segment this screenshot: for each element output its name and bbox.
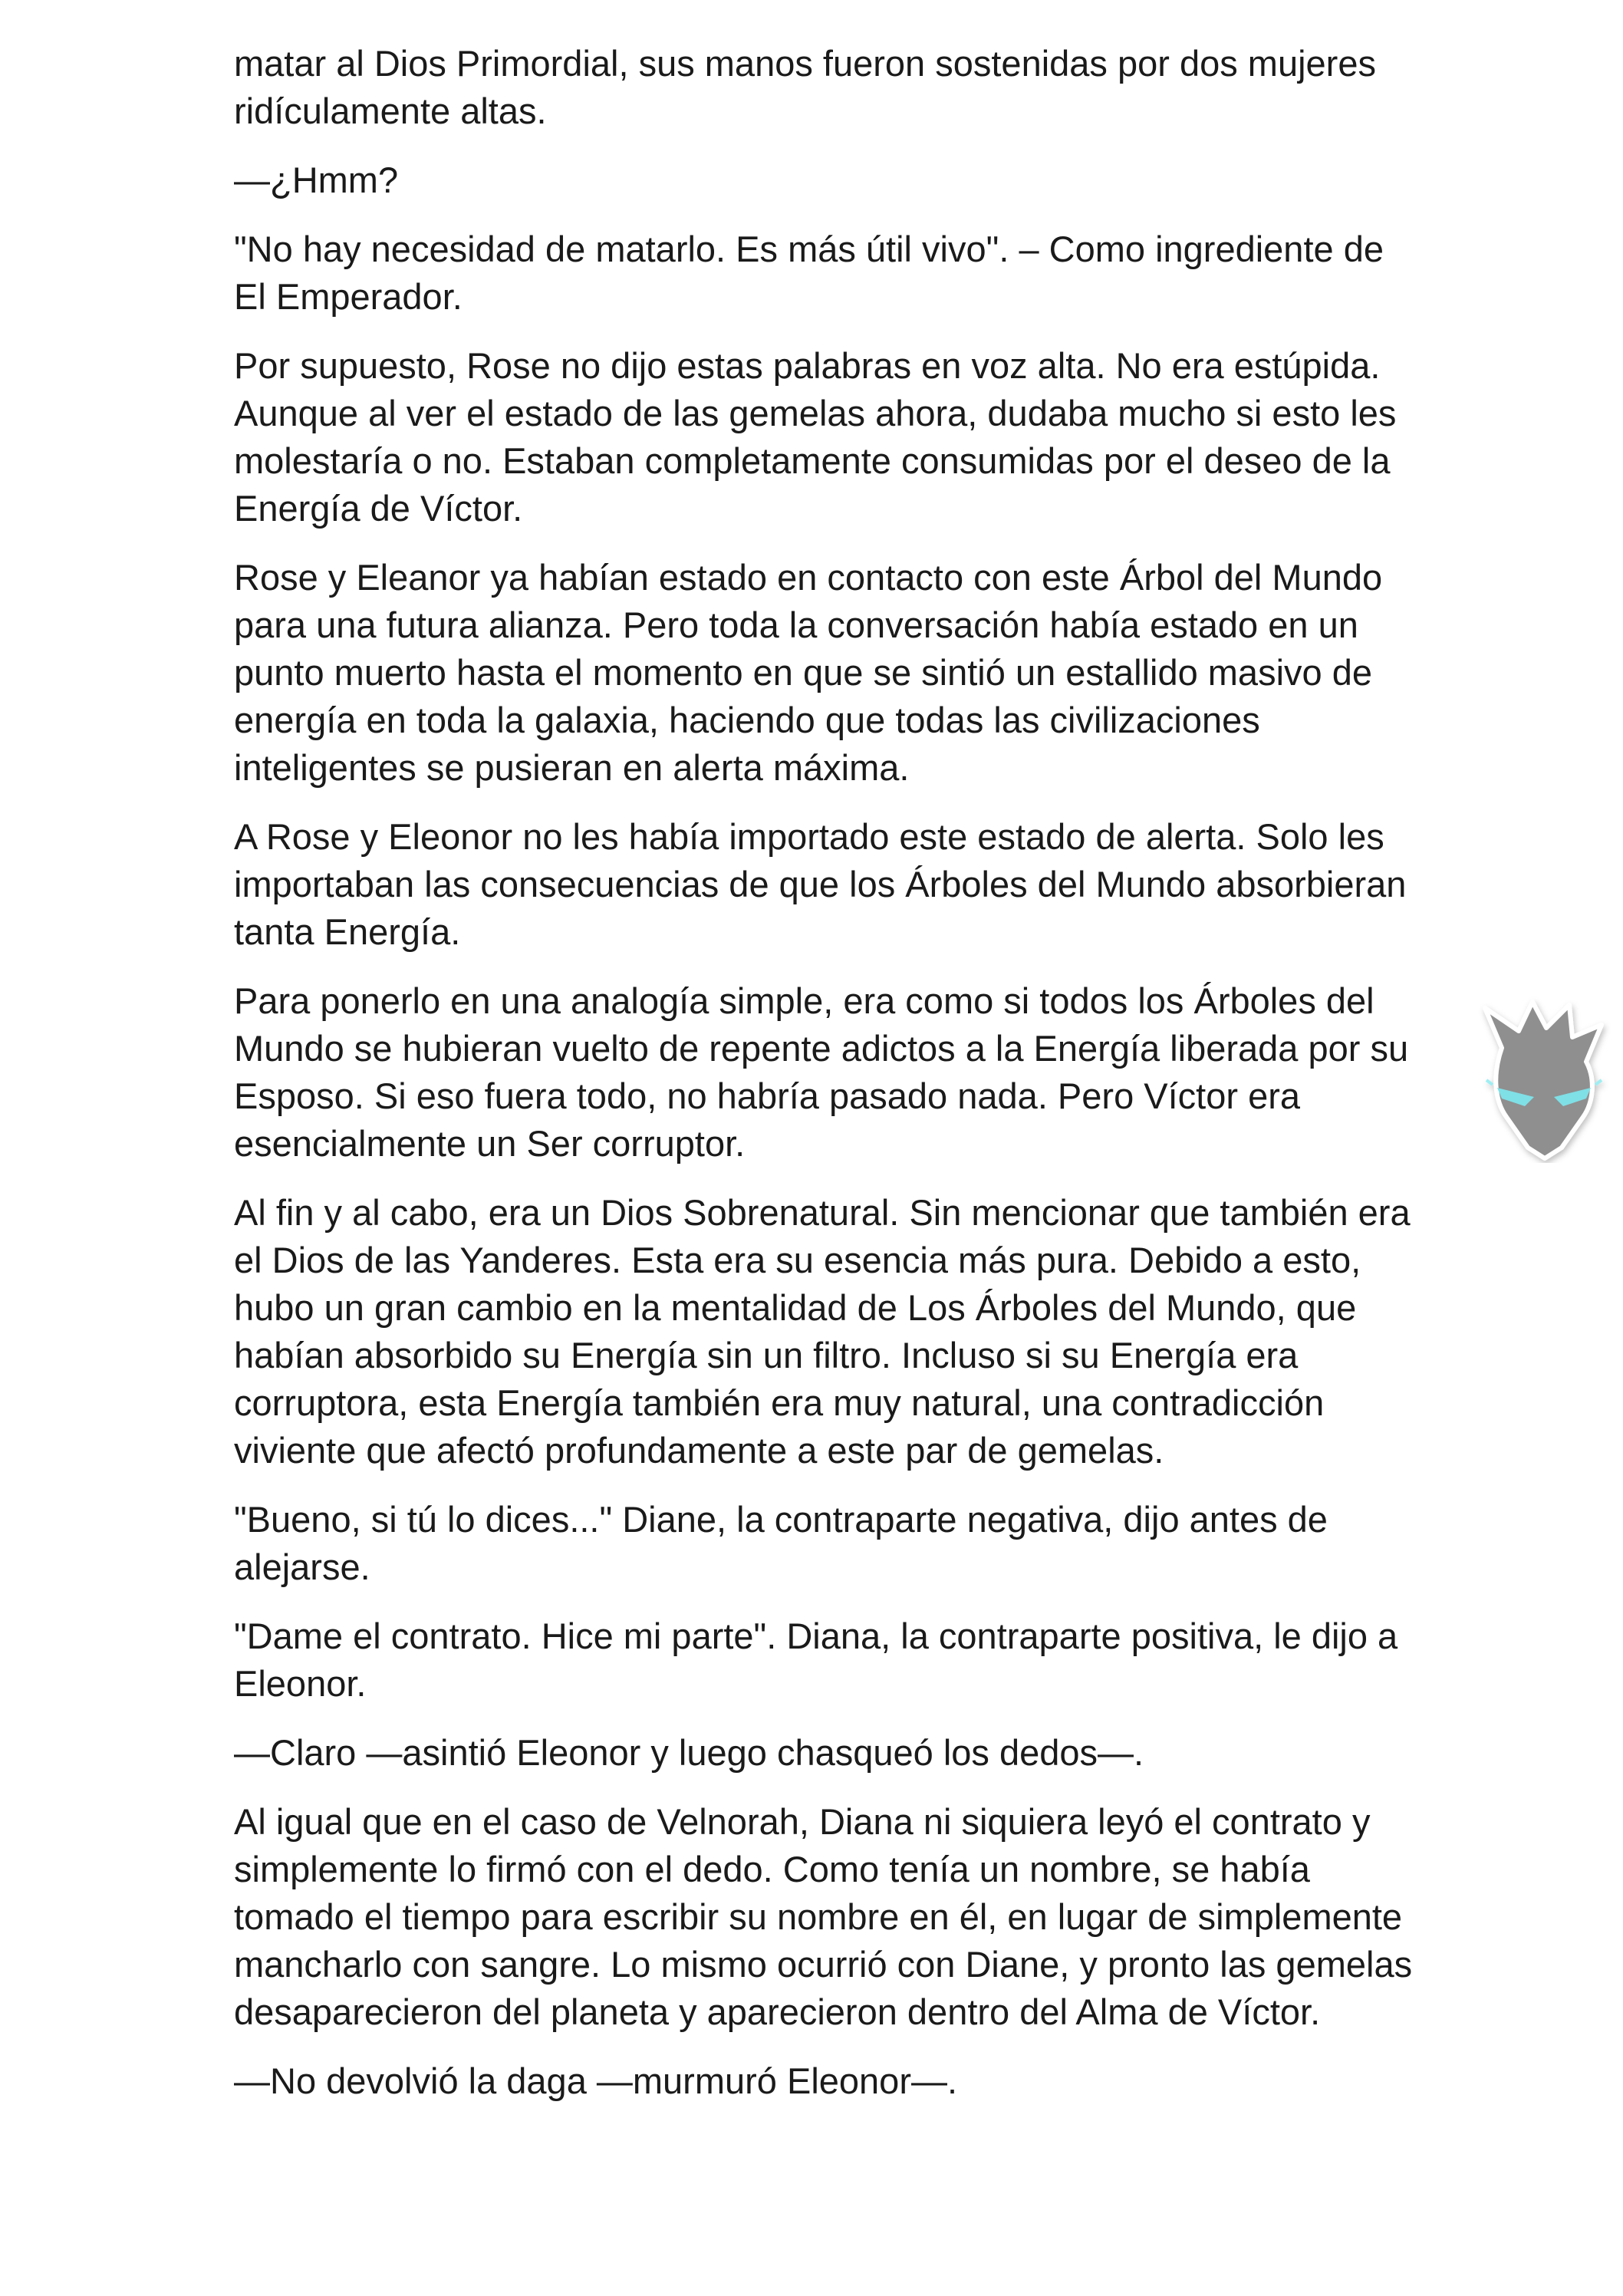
watermark-shape <box>1485 1002 1602 1158</box>
paragraph: Al igual que en el caso de Velnorah, Diana ni siquiera leyó el contrato y simplemente lo firmó con el dedo. Como tenía un nombre, se había tomado el tiempo para escribir su nombre en él, en lugar de simplemente mancharlo con sangre. Lo mismo ocurrió con Diane, y pronto las gemelas desaparecieron del planeta y aparecieron dentro del Alma de Víctor. <box>234 1801 1413 2032</box>
paragraph: —¿Hmm? <box>234 160 399 200</box>
paragraph: —No devolvió la daga —murmuró Eleonor—. <box>234 2060 958 2101</box>
document-body <box>234 40 1415 2126</box>
demon-head-icon <box>1471 994 1617 1163</box>
paragraph: A Rose y Eleonor no les había importado este estado de alerta. Solo les importaban las consecuencias de que los Árboles del Mundo absorbieran tanta Energía. <box>234 816 1407 952</box>
paragraph: Al fin y al cabo, era un Dios Sobrenatural. Sin mencionar que también era el Dios de las Yanderes. Esta era su esencia más pura. Debido a esto, hubo un gran cambio en la mentalidad de Los Árboles del Mundo, que habían absorbido su Energía sin un filtro. Incluso si su Energía era corruptora, esta Energía también era muy natural, una contradicción viviente que afectó profundamente a este par de gemelas. <box>234 1192 1411 1471</box>
paragraph: "Bueno, si tú lo dices..." Diane, la contraparte negativa, dijo antes de alejarse. <box>234 1499 1328 1587</box>
paragraph: Para ponerlo en una analogía simple, era como si todos los Árboles del Mundo se hubieran vuelto de repente adictos a la Energía liberada por su Esposo. Si eso fuera todo, no habría pasado nada. Pero Víctor era esencialmente un Ser corruptor. <box>234 980 1409 1164</box>
paragraph: Rose y Eleanor ya habían estado en contacto con este Árbol del Mundo para una futura alianza. Pero toda la conversación había estado en un punto muerto hasta el momento en que se sintió un estallido masivo de energía en toda la galaxia, haciendo que todas las civilizaciones inteligentes se pusieran en alerta máxima. <box>234 557 1383 788</box>
paragraph: matar al Dios Primordial, sus manos fueron sostenidas por dos mujeres ridículamente altas. <box>234 43 1376 131</box>
paragraph: Por supuesto, Rose no dijo estas palabras en voz alta. No era estúpida. Aunque al ver el estado de las gemelas ahora, dudaba mucho si esto les molestaría o no. Estaban completamente consumidas por el deseo de la Energía de Víctor. <box>234 345 1397 529</box>
paragraph: "Dame el contrato. Hice mi parte". Diana, la contraparte positiva, le dijo a Eleonor. <box>234 1616 1398 1704</box>
paragraph: "No hay necesidad de matarlo. Es más útil vivo". – Como ingrediente de El Emperador. <box>234 229 1384 317</box>
paragraph: —Claro —asintió Eleonor y luego chasqueó los dedos—. <box>234 1732 1144 1773</box>
